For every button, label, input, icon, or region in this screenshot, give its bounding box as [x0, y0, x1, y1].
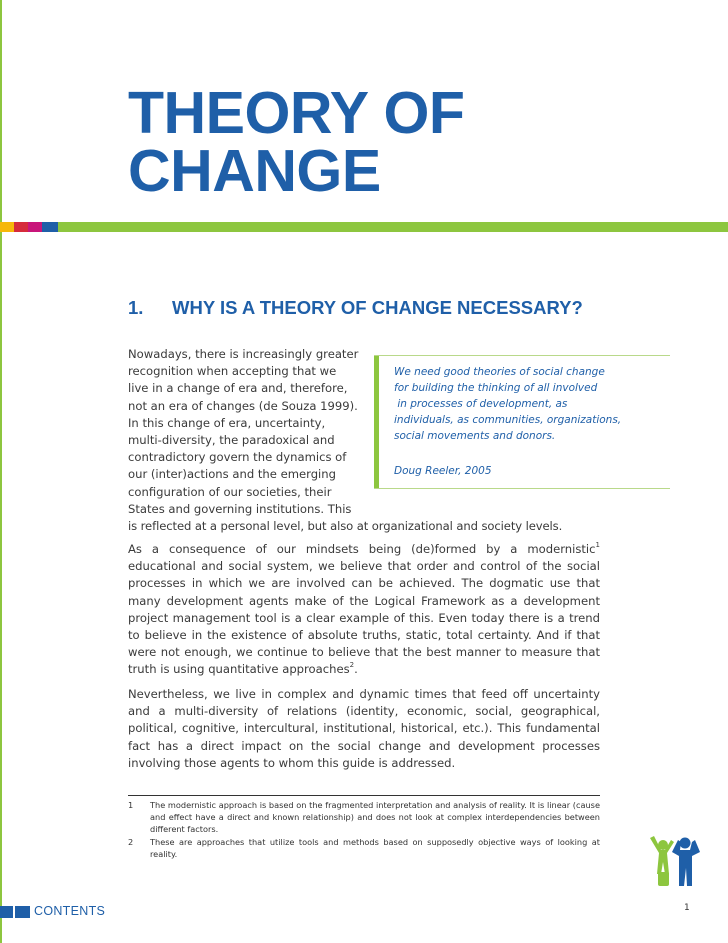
color-bar-yellow: [0, 222, 14, 232]
para1-line: not an era of changes (de Souza 1999).: [128, 398, 358, 413]
footnote-text: These are approaches that utilize tools and methods based on supposedly objective ways of looking at reality.: [150, 837, 600, 860]
para1-line: live in a change of era and, therefore,: [128, 381, 348, 396]
pull-quote-author: Doug Reeler, 2005: [394, 465, 492, 477]
footnote-number: 2: [128, 837, 134, 848]
contents-link[interactable]: CONTENTS: [34, 904, 106, 918]
footer-marker: [0, 906, 13, 918]
title-line-1: THEORY OF: [128, 80, 465, 146]
quote-line: individuals, as communities, organizations,: [394, 414, 622, 426]
footnote-text: The modernistic approach is based on the fragmented interpretation and analysis of reality. It is linear (cause and effect have a direct and known relationship) and does not look at complex interdependencies between different factors.: [150, 800, 600, 834]
footnote-number: 1: [128, 800, 134, 810]
decorative-color-bar: [0, 222, 728, 232]
para1-line: configuration of our societies, their: [128, 484, 332, 499]
footer-marker: [15, 906, 30, 918]
page-number: 1: [684, 903, 690, 913]
page-title: [128, 80, 465, 204]
section-number: 1.: [128, 297, 144, 318]
para1-last-line: is reflected at a personal level, but also at organizational and society levels.: [128, 519, 563, 534]
quote-line: We need good theories of social change: [394, 366, 605, 378]
para2-end: .: [354, 662, 358, 677]
para1-line: contradictory govern the dynamics of: [128, 450, 347, 465]
quote-line: social movements and donors.: [394, 430, 556, 442]
quote-line: for building the thinking of all involved: [394, 382, 598, 394]
para1-line: our (inter)actions and the emerging: [128, 467, 336, 482]
footnote: [128, 800, 600, 835]
color-bar-green: [58, 222, 728, 232]
quote-line: in processes of development, as: [394, 398, 568, 410]
para1-line: Nowadays, there is increasingly greater: [128, 347, 359, 361]
color-bar-magenta: [28, 222, 42, 232]
footer-bar: [0, 906, 728, 918]
footnotes: [128, 800, 600, 863]
person-blue-icon: [672, 838, 700, 887]
people-icon: [646, 836, 702, 890]
title-line-2: CHANGE: [128, 138, 381, 204]
footnote-ref-2[interactable]: 2: [349, 661, 355, 670]
footnote: [128, 837, 600, 861]
person-green-icon: [650, 836, 674, 886]
footnote-ref-1[interactable]: 1: [595, 541, 600, 549]
para1-line: multi-diversity, the paradoxical and: [128, 433, 335, 448]
color-bar-red: [14, 222, 28, 232]
para1-line: In this change of era, uncertainty,: [128, 415, 326, 430]
para2-text-a: As a consequence of our mindsets being (de)formed by a modernistic: [128, 542, 596, 556]
color-bar-blue: [42, 222, 58, 232]
section-title: WHY IS A THEORY OF CHANGE NECESSARY?: [172, 297, 583, 318]
paragraph-3: Nevertheless, we live in complex and dynamic times that feed off uncertainty and a multi-diversity of relations (identity, economic, social, geographical, political, cognitive, intercultural, institutional, historical, etc.). This fundamental fact has a direct impact on the social change and development processes involving those agents to whom this guide is addressed.: [128, 687, 600, 770]
paragraph-2: [128, 541, 600, 679]
section-heading: [128, 297, 583, 319]
para1-line: recognition when accepting that we: [128, 364, 337, 379]
footnote-divider: [128, 795, 600, 796]
paragraph-1: [128, 346, 600, 535]
para1-line: States and governing institutions. This: [128, 501, 352, 516]
left-margin-rule: [0, 0, 2, 943]
para2-text-b: educational and social system, we believe that order and control of the social processes in which we are involved can be achieved. The dogmatic use that many development agents make of the Logical Framework as a development project management tool is a clear example of this. Even today there is a trend to believe in the existence of absolute truths, static, total certainty. And if that were not enough, we continue to believe that the best manner to measure that truth is using quantitative approaches: [128, 559, 600, 677]
